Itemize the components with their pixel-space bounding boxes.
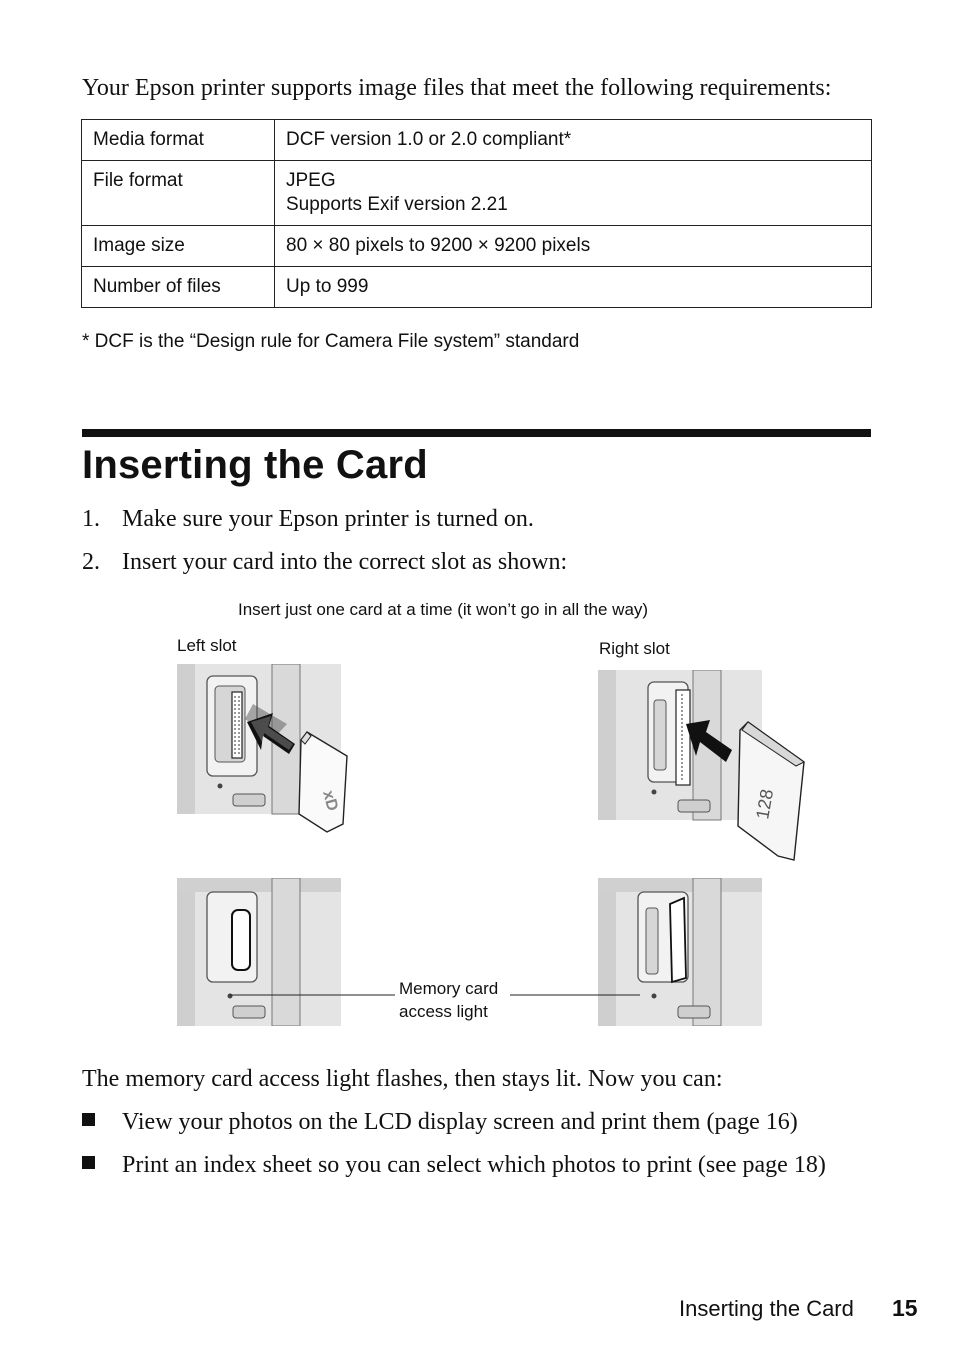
table-cell-label: Media format [82, 120, 275, 161]
bullet-square-icon [82, 1156, 95, 1169]
right-slot-label: Right slot [599, 639, 670, 658]
access-light-label: Memory card [399, 979, 499, 998]
step-text: Make sure your Epson printer is turned on. [122, 506, 534, 532]
table-row [82, 161, 872, 226]
table-row [82, 267, 872, 308]
list-item-text: Print an index sheet so you can select which photos to print (see page 18) [122, 1152, 826, 1178]
table-row [82, 120, 872, 161]
page-number: 15 [892, 1295, 918, 1321]
intro-text: Your Epson printer supports image files that meet the following requirements: [82, 75, 832, 101]
table-cell-label: File format [82, 161, 275, 226]
right-slot-insert-illustration [598, 670, 808, 862]
step-item [82, 506, 534, 533]
requirements-table [81, 119, 872, 308]
value-line: Up to 999 [286, 276, 369, 297]
access-light-label: access light [399, 1002, 488, 1021]
table-cell-value [275, 120, 872, 161]
step-item [82, 549, 567, 576]
table-cell-label: Image size [82, 226, 275, 267]
cf-card [738, 722, 804, 860]
right-slot-inserted-illustration [598, 878, 762, 1026]
value-line: DCF version 1.0 or 2.0 compliant* [286, 129, 572, 150]
cf-card-capacity: 128 [752, 787, 778, 821]
left-slot-insert-illustration [177, 664, 357, 834]
after-insert-text: The memory card access light flashes, then stays lit. Now you can: [82, 1066, 723, 1092]
step-number: 2. [82, 549, 100, 575]
value-line: JPEG [286, 170, 336, 191]
figure-caption: Insert just one card at a time (it won’t go in all the way) [238, 600, 649, 619]
left-slot-label: Left slot [177, 636, 237, 655]
bullet-square-icon [82, 1113, 95, 1126]
section-rule [82, 429, 871, 437]
xd-card-logo: xD [319, 788, 341, 813]
section-title: Inserting the Card [82, 443, 428, 487]
list-item [82, 1109, 798, 1136]
table-cell-value [275, 226, 872, 267]
left-slot-inserted-illustration [177, 878, 341, 1026]
table-cell-value [275, 161, 872, 226]
table-cell-label: Number of files [82, 267, 275, 308]
table-cell-value [275, 267, 872, 308]
step-text: Insert your card into the correct slot as shown: [122, 549, 568, 575]
step-number: 1. [82, 506, 100, 532]
value-line: 80 × 80 pixels to 9200 × 9200 pixels [286, 235, 591, 256]
list-item-text: View your photos on the LCD display screen and print them (page 16) [122, 1109, 798, 1135]
footnote: * DCF is the “Design rule for Camera File system” standard [82, 331, 580, 352]
value-line: Supports Exif version 2.21 [286, 194, 508, 215]
table-row [82, 226, 872, 267]
footer-section-label: Inserting the Card [679, 1296, 854, 1321]
list-item [82, 1152, 826, 1179]
